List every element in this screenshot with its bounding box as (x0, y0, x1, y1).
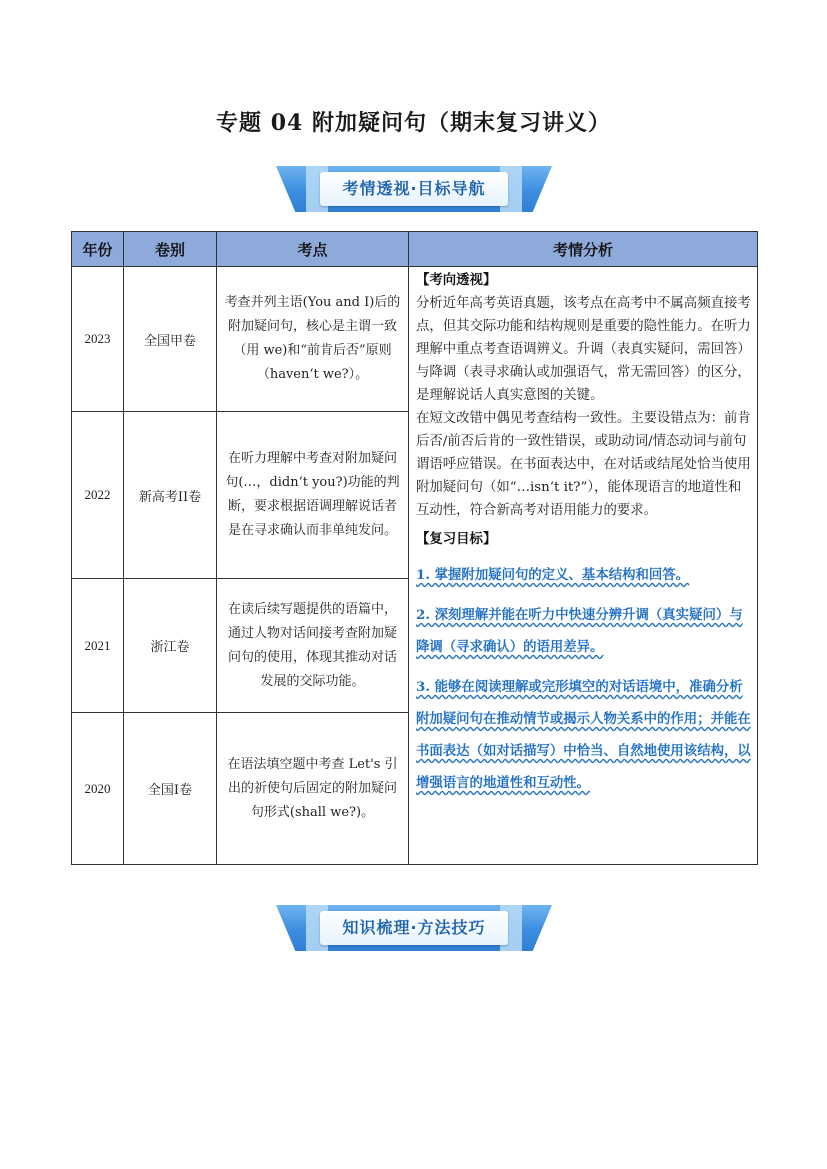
header-point: 考点 (217, 232, 409, 267)
review-goal: 1. 掌握附加疑问句的定义、基本结构和回答。 (416, 567, 690, 583)
analysis-heading-trend: 【考向透视】 (416, 272, 497, 288)
section-banner-exam-analysis (276, 166, 552, 212)
analysis-paragraph: 分析近年高考英语真题，该考点在高考中不属高频直接考点，但其交际功能和结构规则是重要的隐性能力。在听力理解中重点考查语调辨义。升调（表真实疑问，需回答）与降调（表寻求确认或加强语气，常无需回答）的区分，是理解说话人真实意图的关键。 (416, 296, 751, 403)
row-paper: 浙江卷 (124, 579, 217, 713)
section-banner-label: 考情透视·目标导航 (320, 172, 508, 206)
header-analysis: 考情分析 (409, 232, 758, 267)
review-goal: 2. 深刻理解并能在听力中快速分辨升调（真实疑问）与降调（寻求确认）的语用差异。 (416, 607, 743, 655)
table-header-row (72, 232, 758, 267)
page-title: 专题 04 附加疑问句（期末复习讲义） (216, 110, 611, 136)
row-paper: 全国I卷 (124, 713, 217, 865)
row-year: 2021 (72, 579, 124, 713)
row-year: 2022 (72, 412, 124, 579)
header-paper: 卷别 (124, 232, 217, 267)
exam-analysis-table (71, 231, 758, 865)
analysis-heading-goals: 【复习目标】 (416, 531, 497, 547)
section-banner-label: 知识梳理·方法技巧 (320, 911, 508, 945)
row-point: 考查并列主语(You and I)后的附加疑问句，核心是主谓一致（用 we)和“前肯后否”原则（haven‘t we?）。 (217, 267, 409, 412)
row-point: 在听力理解中考查对附加疑问句(…，didn‘t you?)功能的判断，要求根据语调理解说话者是在寻求确认而非单纯发问。 (217, 412, 409, 579)
row-point: 在语法填空题中考查 Let's 引出的祈使句后固定的附加疑问句形式(shall we?)。 (217, 713, 409, 865)
row-year: 2020 (72, 713, 124, 865)
row-paper: 全国甲卷 (124, 267, 217, 412)
section-banner-knowledge (276, 905, 552, 951)
row-year: 2023 (72, 267, 124, 412)
table-row (72, 267, 758, 412)
row-paper: 新高考II卷 (124, 412, 217, 579)
analysis-paragraph: 在短文改错中偶见考查结构一致性。主要设错点为：前肯后否/前否后肯的一致性错误，或助动词/情态动词与前句谓语呼应错误。在书面表达中，在对话或结尾处恰当使用附加疑问句（如“…isn‘t it?”），能体现语言的地道性和互动性，符合新高考对语用能力的要求。 (416, 411, 751, 518)
analysis-cell (409, 267, 758, 865)
header-year: 年份 (72, 232, 124, 267)
review-goal: 3. 能够在阅读理解或完形填空的对话语境中，准确分析附加疑问句在推动情节或揭示人物关系中的作用；并能在书面表达（如对话描写）中恰当、自然地使用该结构，以增强语言的地道性和互动性。 (416, 679, 751, 791)
row-point: 在读后续写题提供的语篇中，通过人物对话间接考查附加疑问句的使用，体现其推动对话发展的交际功能。 (217, 579, 409, 713)
